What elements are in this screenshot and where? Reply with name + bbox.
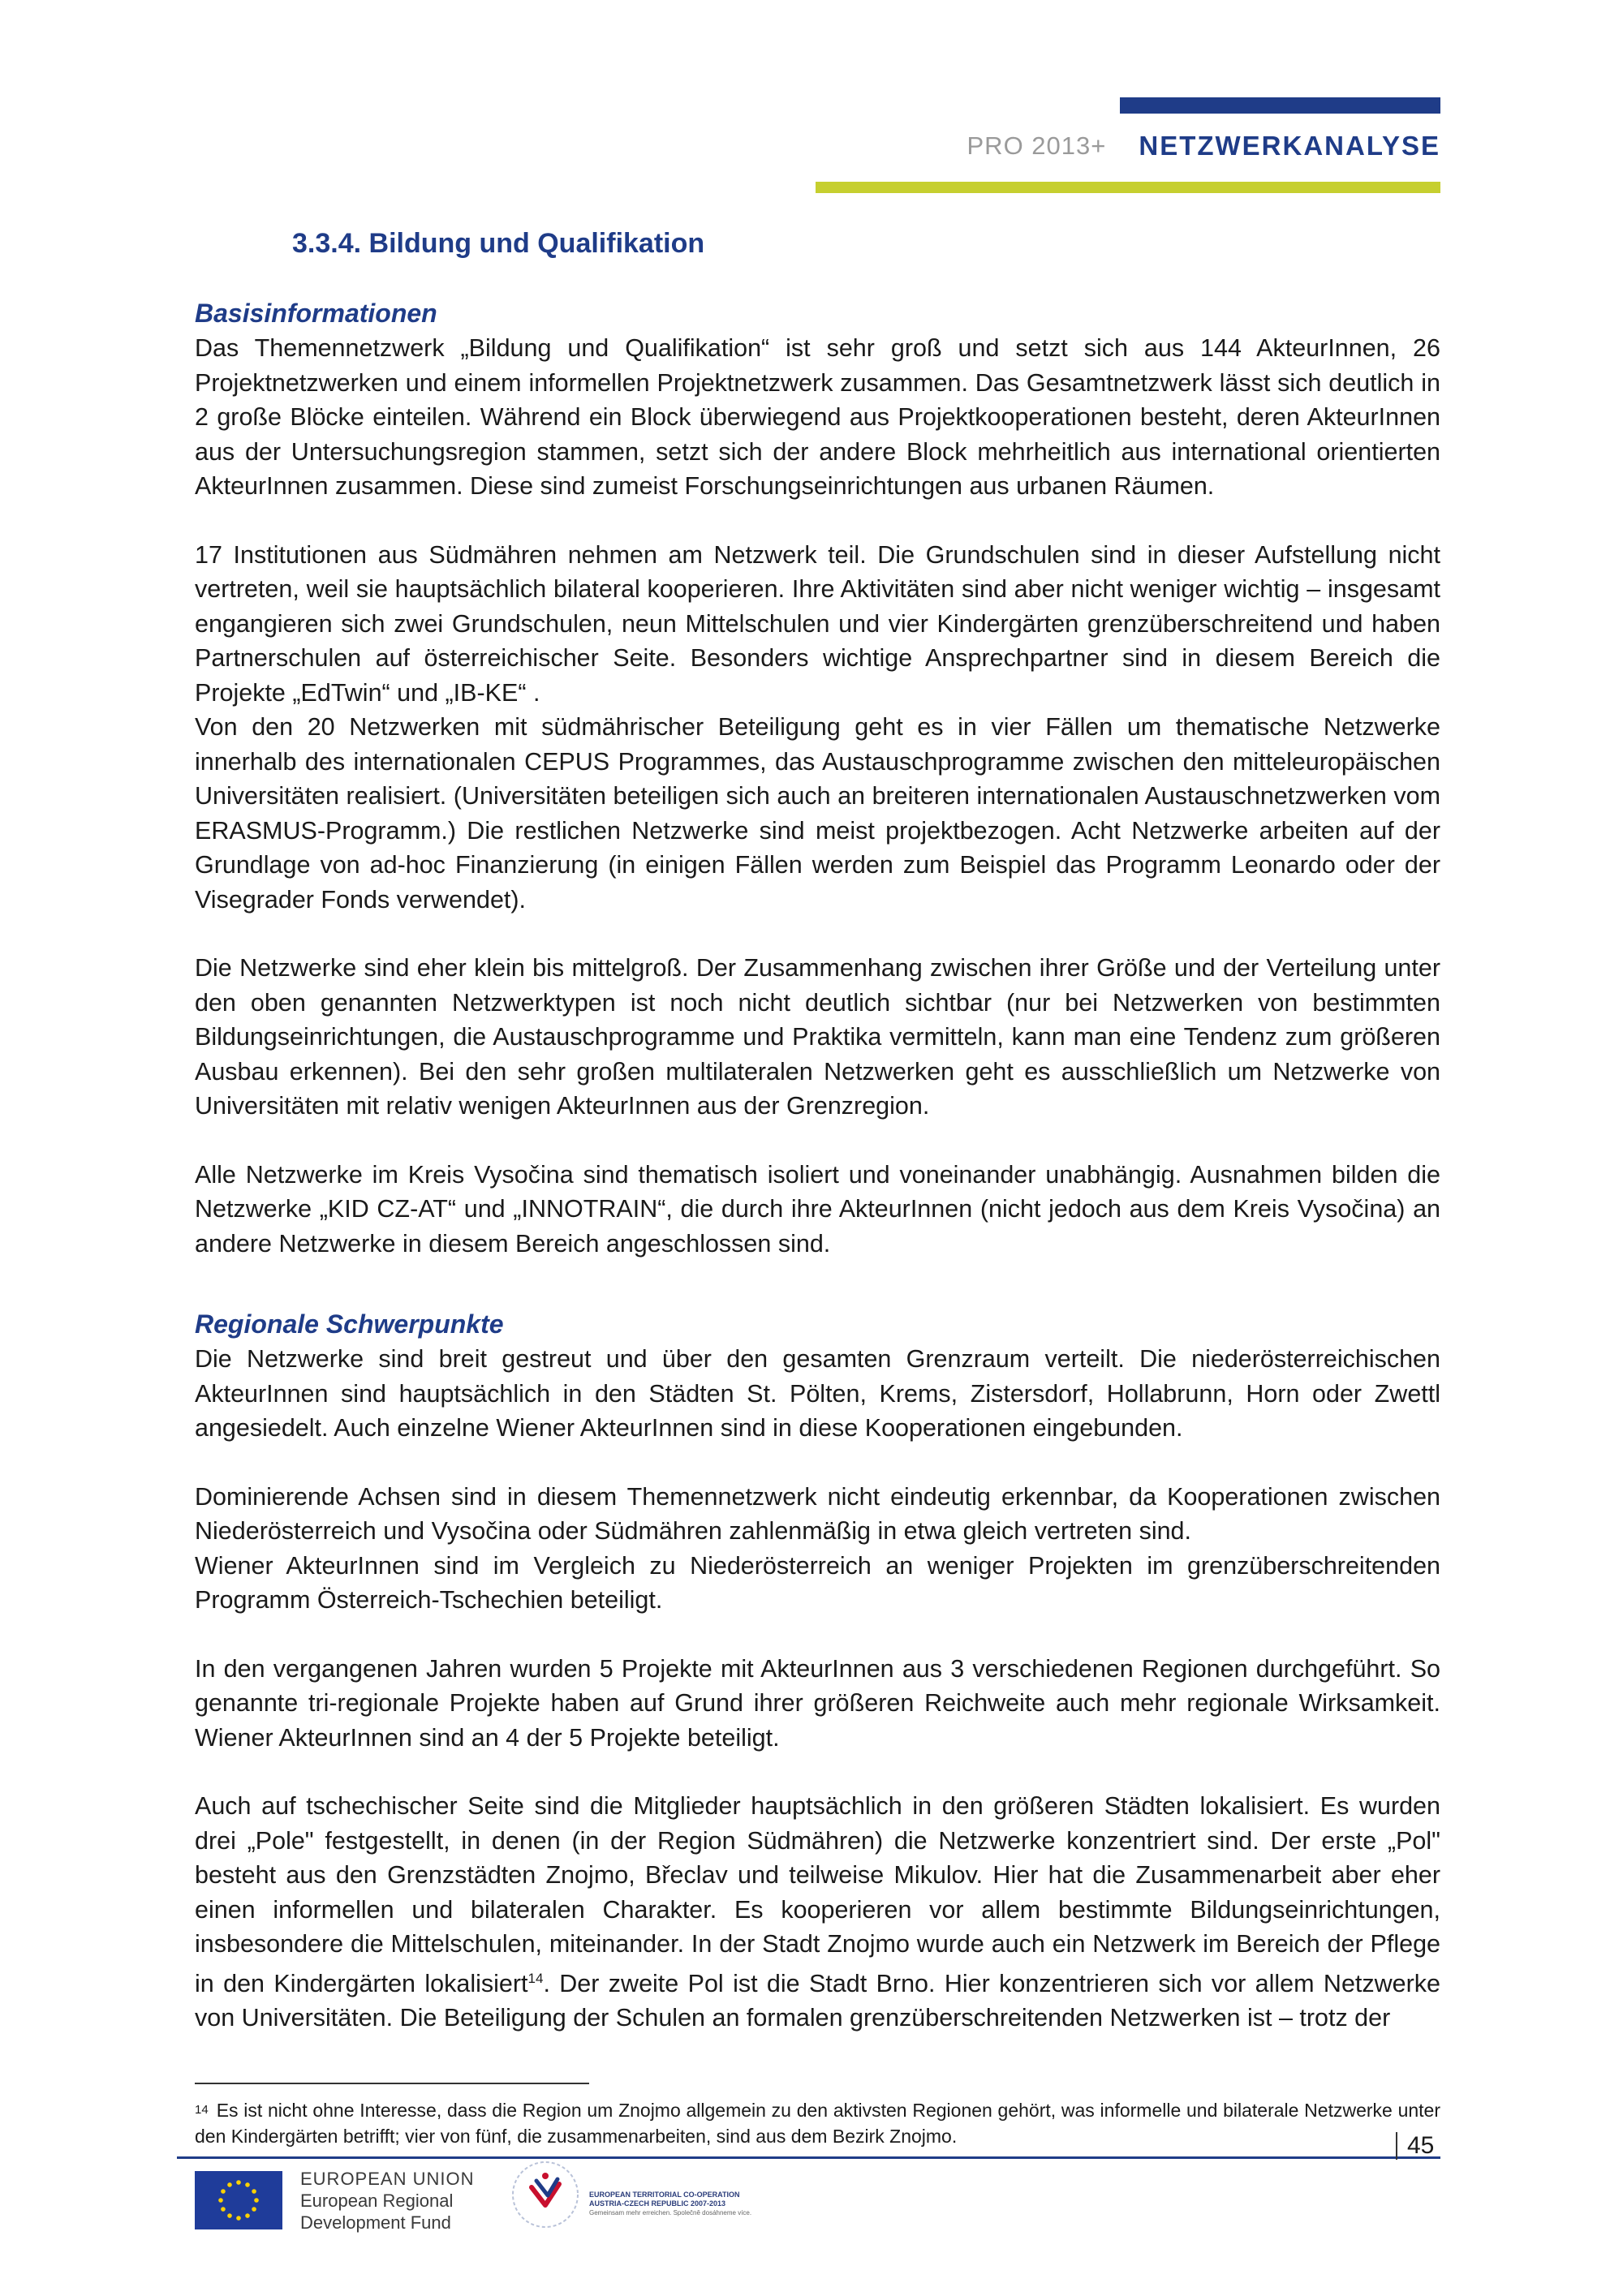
eu-star [245, 2213, 250, 2218]
footnote [195, 2097, 1440, 2149]
eu-star [221, 2207, 226, 2212]
etc-line: EUROPEAN TERRITORIAL CO-OPERATION [589, 2191, 740, 2199]
eu-star [227, 2213, 232, 2218]
regional-paragraph: In den vergangenen Jahren wurden 5 Projekte mit AkteurInnen aus 3 verschiedenen Regionen durchgeführt. So genannte tri-regionale Projekte haben auf Grund ihrer größeren Reichweite auch mehr regionale Wirksamkeit. Wiener AkteurInnen sind an 4 der 5 Projekte beteiligt. [195, 1654, 1440, 1752]
eu-star [245, 2182, 250, 2187]
eu-star [227, 2182, 232, 2187]
header-pro-label: PRO 2013+ [966, 131, 1107, 160]
footnote-reference[interactable]: 14 [527, 1970, 544, 1986]
basis-heading: Basisinformationen [195, 299, 437, 328]
eu-star [252, 2189, 256, 2194]
regional-paragraph-text: Auch auf tschechischer Seite sind die Mitglieder hauptsächlich in den größeren Städten lokalisiert. Es wurden drei „Pole" festgestellt, in denen (in der Region Südmähren) die Netzwerke konzentriert sind. Der erste „Pol" besteht aus den Grenzstädten Znojmo, Břeclav und teilweise Mikulov. Hier hat die Zusammenarbeit aber eher einen informellen und bilateralen Charakter. Es kooperieren vor allem bestimmte Bildungseinrichtungen, insbesondere die Mittelschulen, miteinander. In der Stadt Znojmo wurde auch ein Netzwerk im Bereich der Pflege in den Kindergärten lokalisiert [195, 1792, 1440, 1997]
eu-line: European Regional [300, 2191, 454, 2211]
page-content [195, 224, 1440, 2036]
section-title: 3.3.4. Bildung und Qualifikation [292, 228, 705, 259]
eu-line: Development Fund [300, 2212, 451, 2233]
eu-star [252, 2207, 256, 2212]
etc-tagline: Gemeinsam mehr erreichen. Společně dosáhneme více. [589, 2209, 752, 2216]
footnote-text: Es ist nicht ohne Interesse, dass die Region um Znojmo allgemein zu den aktivsten Regionen gehört, was informelle und bilaterale Netzwerke unter den Kindergärten betrifft; vier von fünf, die zusammenarbeiten, sind aus dem Bezirk Znojmo. [195, 2100, 1440, 2147]
eu-star [221, 2189, 226, 2194]
basis-paragraph: Alle Netzwerke im Kreis Vysočina sind thematisch isoliert und voneinander unabhängig. Ausnahmen bilden die Netzwerke „KID CZ-AT“ und „INNOTRAIN“, die durch ihre AkteurInnen (nicht jedoch aus dem Kreis Vysočina) an andere Netzwerke in diesem Bereich angeschlossen sind. [195, 1160, 1440, 1258]
header-section-label: NETZWERKANALYSE [1139, 131, 1440, 161]
basis-paragraph: 17 Institutionen aus Südmähren nehmen am Netzwerk teil. Die Grundschulen sind in dieser Aufstellung nicht vertreten, weil sie hauptsächlich bilateral kooperieren. Ihre Aktivitäten sind aber nicht weniger wichtig – insgesamt engangieren sich zwei Grundschulen, neun Mittelschulen und vier Kindergärten grenzüberschreitend und haben Partnerschulen auf österreichischer Seite. Besonders wichtige Ansprechpartner sind in diesem Bereich die Projekte „EdTwin“ und „IB-KE“ . [195, 540, 1440, 707]
basis-paragraph: Das Themennetzwerk „Bildung und Qualifikation“ ist sehr groß und setzt sich aus 144 AkteurInnen, 26 Projektnetzwerken und einem informellen Projektnetzwerk zusammen. Das Gesamtnetzwerk lässt sich deutlich in 2 große Blöcke einteilen. Während ein Block überwiegend aus Projektkooperationen besteht, deren AkteurInnen aus der Untersuchungsregion stammen, setzt sich der andere Block mehrheitlich aus international orientierten AkteurInnen zusammen. Diese sind zumeist Forschungseinrichtungen aus urbanen Räumen. [195, 334, 1440, 500]
eu-flag-icon [195, 2171, 282, 2229]
basis-paragraph: Die Netzwerke sind eher klein bis mittelgroß. Der Zusammenhang zwischen ihrer Größe und der Verteilung unter den oben genannten Netzwerktypen ist noch nicht deutlich sichtbar (nur bei Netzwerken von bestimmten Bildungseinrichtungen, die Austauschprogramme und Praktika vermitteln, kann man eine Tendenz zum größeren Ausbau erkennen). Bei den sehr großen multilateralen Netzwerken geht es ausschließlich um Netzwerke von Universitäten mit relativ wenigen AkteurInnen aus der Grenzregion. [195, 954, 1440, 1120]
footer-divider [177, 2156, 1440, 2159]
regional-heading: Regionale Schwerpunkte [195, 1309, 504, 1339]
regional-paragraph-text-cont: . Der zweite Pol ist die Stadt Brno. Hier konzentrieren sich vor allem Netzwerke von Universitäten. Die Beteiligung der Schulen an formalen grenzüberschreitenden Netzwerken ist – trotz der [195, 1969, 1440, 2032]
regional-paragraph: Wiener AkteurInnen sind im Vergleich zu Niederösterreich an weniger Projekten im grenzüberschreitenden Programm Österreich-Tschechien beteiligt. [195, 1551, 1440, 1614]
etc-line: AUSTRIA-CZECH REPUBLIC 2007-2013 [589, 2199, 726, 2208]
eu-star [218, 2198, 223, 2203]
running-header [966, 130, 1440, 162]
eu-star [236, 2216, 241, 2221]
etc-label [589, 2191, 751, 2217]
cross-border-programme-logo-icon [507, 2156, 583, 2233]
regional-paragraph: Dominierende Achsen sind in diesem Themennetzwerk nicht eindeutig erkennbar, da Kooperationen zwischen Niederösterreich und Vysočina oder Südmähren zahlenmäßig in etwa gleich vertreten sind. [195, 1482, 1440, 1545]
footnote-divider [195, 2083, 589, 2084]
eu-star [236, 2180, 241, 2185]
page-number-value: 45 [1407, 2132, 1435, 2159]
eu-line: EUROPEAN UNION [300, 2169, 475, 2189]
page-number-divider [1396, 2132, 1397, 2160]
eu-fund-label [300, 2168, 474, 2234]
regional-paragraph-with-footnote [195, 1789, 1440, 2036]
header-accent-bar-green [816, 182, 1440, 193]
header-accent-bar-blue [1120, 97, 1440, 114]
page-number [1396, 2132, 1434, 2160]
footnote-number: 14 [195, 2103, 209, 2117]
regional-paragraph: Die Netzwerke sind breit gestreut und über den gesamten Grenzraum verteilt. Die niederösterreichischen AkteurInnen sind hauptsächlich in den Städten St. Pölten, Krems, Zistersdorf, Hollabrunn, Horn oder Zwettl angesiedelt. Auch einzelne Wiener AkteurInnen sind in diese Kooperationen eingebunden. [195, 1345, 1440, 1442]
basis-paragraph: Von den 20 Netzwerken mit südmährischer Beteiligung geht es in vier Fällen um thematische Netzwerke innerhalb des internationalen CEPUS Programmes, das Austauschprogramme zwischen den mitteleuropäischen Universitäten realisiert. (Universitäten beteiligen sich auch an breiteren internationalen Austauschnetzwerken vom ERASMUS-Programm.) Die restlichen Netzwerke sind meist projektbezogen. Acht Netzwerke arbeiten auf der Grundlage von ad-hoc Finanzierung (in einigen Fällen werden zum Beispiel das Programm Leonardo oder der Visegrader Fonds verwendet). [195, 713, 1440, 914]
eu-star [254, 2198, 259, 2203]
